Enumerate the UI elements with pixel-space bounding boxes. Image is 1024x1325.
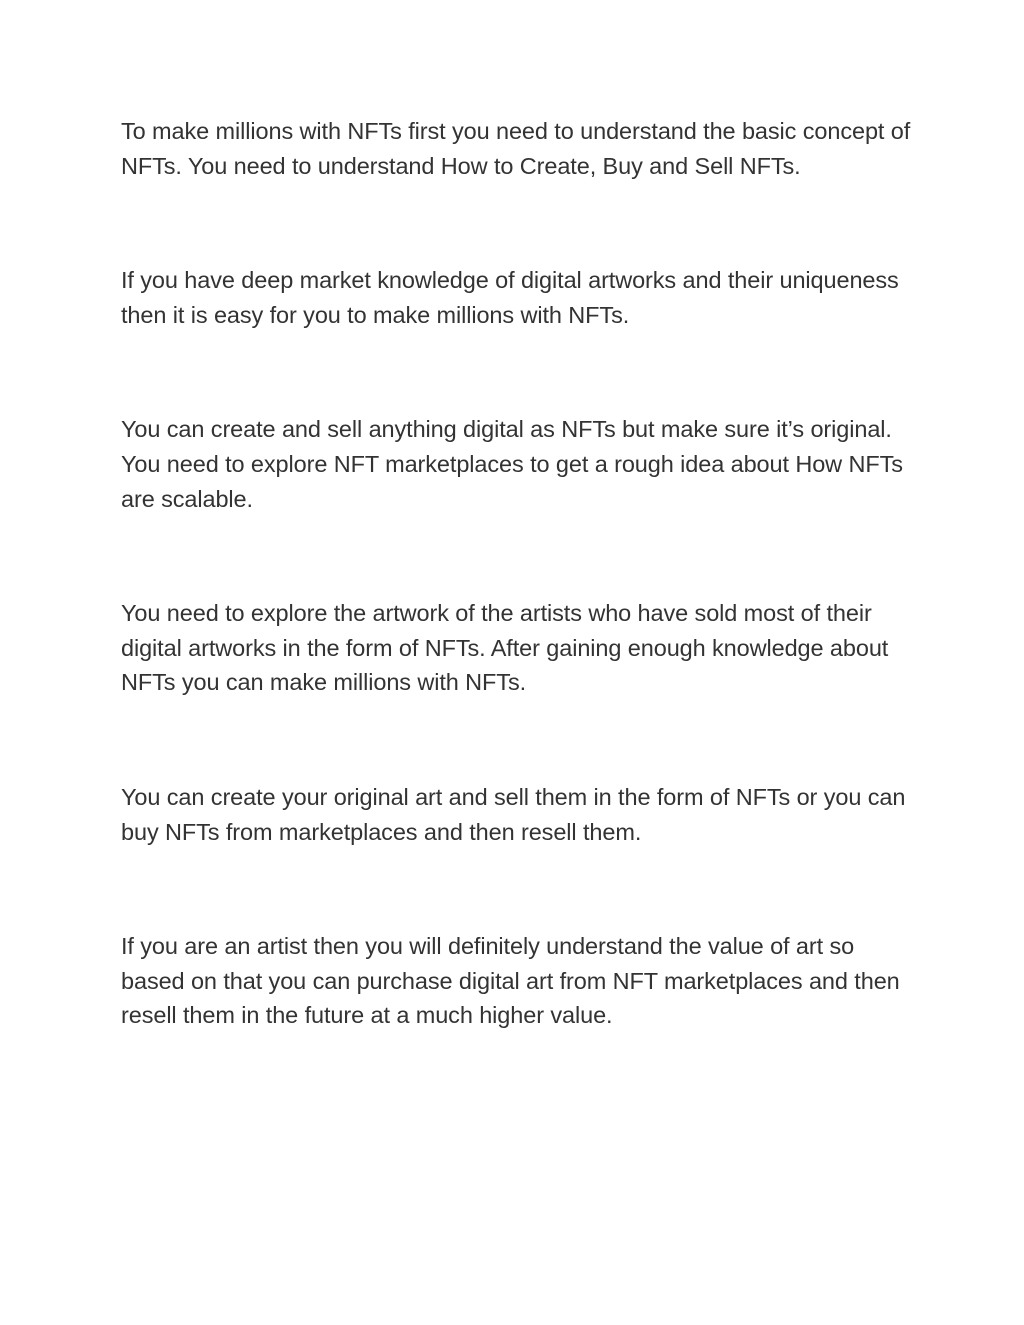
paragraph-3: You can create and sell anything digital as NFTs but make sure it’s original. You need to explore NFT marketplaces to get a rough idea about How NFTs are scalable. — [121, 416, 903, 512]
document-page — [121, 114, 911, 1033]
paragraph-6: If you are an artist then you will definitely understand the value of art so based on that you can purchase digital art from NFT marketplaces and then resell them in the future at a much higher value. — [121, 933, 900, 1029]
paragraph-1: To make millions with NFTs first you need to understand the basic concept of NFTs. You need to understand How to Create, Buy and Sell NFTs. — [121, 118, 911, 179]
paragraph-4: You need to explore the artwork of the artists who have sold most of their digital artworks in the form of NFTs. After gaining enough knowledge about NFTs you can make millions with NFTs. — [121, 600, 889, 696]
paragraph-5: You can create your original art and sell them in the form of NFTs or you can buy NFTs from marketplaces and then resell them. — [121, 783, 906, 845]
paragraph-2: If you have deep market knowledge of digital artworks and their uniqueness then it is easy for you to make millions with NFTs. — [121, 267, 899, 328]
